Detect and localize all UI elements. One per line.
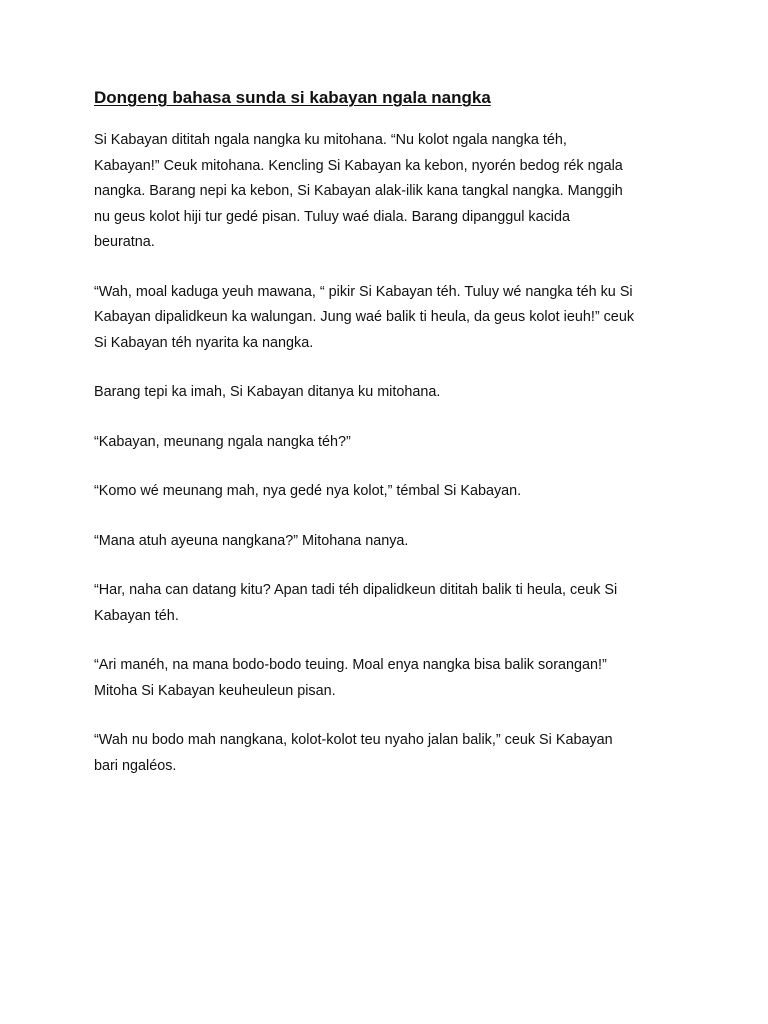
paragraph-line: “Mana atuh ayeuna nangkana?” Mitohana nanya. bbox=[94, 532, 409, 549]
dialogue-paragraph bbox=[94, 653, 694, 704]
paragraph-line: “Har, naha can datang kitu? Apan tadi téh dipalidkeun dititah balik ti heula, ceuk Si bbox=[94, 582, 618, 598]
paragraph-line: Barang tepi ka imah, Si Kabayan ditanya ku mitohana. bbox=[94, 384, 441, 400]
dialogue-paragraph bbox=[94, 728, 694, 779]
story-paragraph bbox=[94, 380, 694, 406]
document-title: Dongeng bahasa sunda si kabayan ngala nangka bbox=[94, 88, 491, 107]
paragraph-line: “Ari manéh, na mana bodo-bodo teuing. Moal enya nangka bisa balik sorangan!” bbox=[94, 657, 607, 673]
story-paragraph bbox=[94, 280, 694, 357]
paragraph-line: Si Kabayan dititah ngala nangka ku mitohana. “Nu kolot ngala nangka téh, bbox=[94, 132, 567, 148]
paragraph-line: nangka. Barang nepi ka kebon, Si Kabayan alak-ilik kana tangkal nangka. Manggih bbox=[94, 183, 623, 199]
paragraph-line: Kabayan!” Ceuk mitohana. Kencling Si Kabayan ka kebon, nyorén bedog rék ngala bbox=[94, 157, 623, 174]
dialogue-paragraph bbox=[94, 479, 694, 505]
dialogue-paragraph bbox=[94, 578, 694, 629]
paragraph-line: Mitoha Si Kabayan keuheuleun pisan. bbox=[94, 682, 336, 699]
paragraph-line: “Komo wé meunang mah, nya gedé nya kolot,” témbal Si Kabayan. bbox=[94, 483, 522, 499]
story-paragraph bbox=[94, 128, 694, 256]
paragraph-line: bari ngaléos. bbox=[94, 757, 177, 774]
paragraph-line: “Kabayan, meunang ngala nangka téh?” bbox=[94, 433, 351, 450]
paragraph-line: Kabayan dipalidkeun ka walungan. Jung waé balik ti heula, da geus kolot ieuh!” ceuk bbox=[94, 309, 635, 325]
paragraph-line: beuratna. bbox=[94, 234, 155, 250]
document-body bbox=[94, 86, 694, 803]
paragraph-line: “Wah nu bodo mah nangkana, kolot-kolot teu nyaho jalan balik,” ceuk Si Kabayan bbox=[94, 732, 613, 748]
dialogue-paragraph bbox=[94, 529, 694, 555]
dialogue-paragraph bbox=[94, 430, 694, 456]
paragraph-line: “Wah, moal kaduga yeuh mawana, “ pikir Si Kabayan téh. Tuluy wé nangka téh ku Si bbox=[94, 283, 633, 300]
paragraph-line: nu geus kolot hiji tur gedé pisan. Tuluy waé diala. Barang dipanggul kacida bbox=[94, 208, 571, 225]
paragraph-line: Kabayan téh. bbox=[94, 607, 179, 624]
paragraph-line: Si Kabayan téh nyarita ka nangka. bbox=[94, 334, 314, 351]
